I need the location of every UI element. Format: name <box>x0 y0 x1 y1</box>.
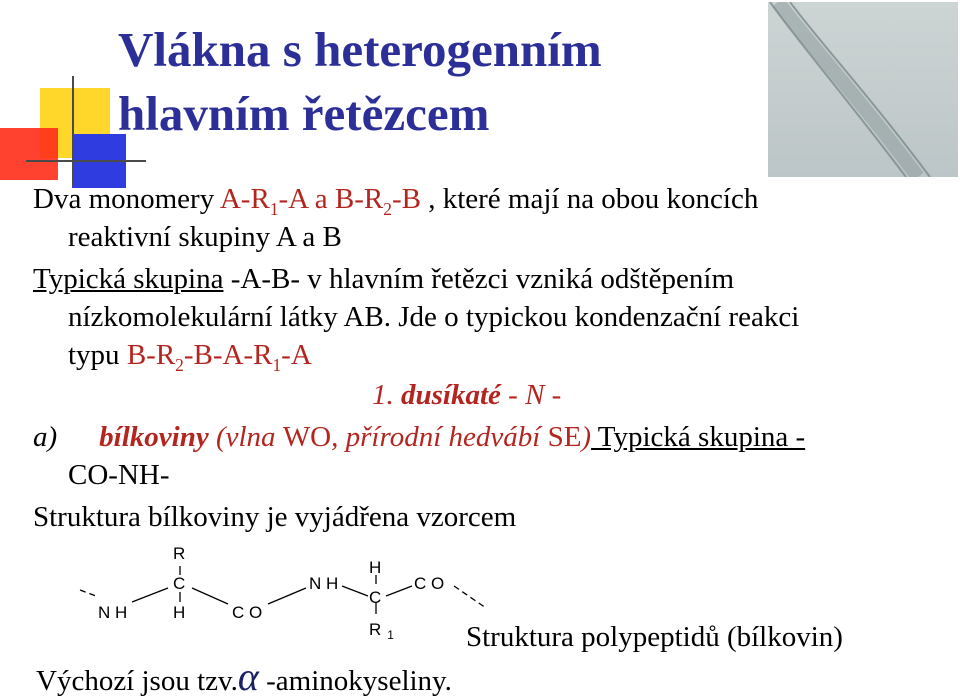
paragraph-group-line-3: typu $B-R_2-B-A-R_1-A$ <box>68 339 312 375</box>
section-heading-nitrogen: 1. dusíkaté - N - <box>372 379 562 411</box>
formula-c-left: C <box>173 574 186 593</box>
paragraph-group-line-1: Typická skupina -A-B- v hlavním řetězci vzniká odštěpením <box>33 263 735 295</box>
formula-nh-left: N H <box>98 603 128 622</box>
structure-sentence: Struktura bílkoviny je vyjádřena vzorcem <box>33 501 517 533</box>
typical-group-term: Typická skupina <box>33 263 224 295</box>
formula-h-right: H <box>369 558 382 577</box>
monomer-a: $A-R_1-A$ <box>219 183 308 219</box>
title-line-2: hlavním řetězcem <box>118 86 490 141</box>
monomer-b: $B-R_2-B$ <box>334 183 421 219</box>
alpha-symbol: α <box>237 654 259 699</box>
formula-c-right: C <box>369 588 382 607</box>
title-line-1: Vlákna s heterogenním <box>118 22 602 77</box>
formula-nh-middle: N H <box>309 574 339 593</box>
formula-r: R <box>173 544 186 563</box>
formula-r1: R $_1$ <box>369 620 394 643</box>
paragraph-monomers-line-2: reaktivní skupiny A a B <box>68 221 342 253</box>
formula-caption: Struktura polypeptidů (bílkovin) <box>466 621 843 653</box>
formula-co-right: C O <box>414 574 445 593</box>
reaction-type-formula: $B-R_2-B-A-R_1-A$ <box>126 339 312 375</box>
item-a-line-2: CO-NH- <box>68 459 170 491</box>
formula-co-middle: C O <box>232 603 263 622</box>
item-a-marker: a) <box>33 421 58 453</box>
formula-h-left: H <box>173 603 186 622</box>
item-a-line-1: a) bílkoviny (vlna WO, přírodní hedvábí SE) Typická skupina - <box>33 421 806 453</box>
paragraph-monomers-line-1: Dva monomery $A-R_1-A$ a $B-R_2-B$ , které mají na obou koncích <box>33 183 759 219</box>
typical-group-underlined: Typická skupina - <box>591 421 806 453</box>
paragraph-group-line-2: nízkomolekulární látky AB. Jde o typickou kondenzační reakci <box>68 301 800 333</box>
proteins-term: bílkoviny <box>99 421 209 453</box>
bottom-sentence: Výchozí jsou tzv.α -aminokyseliny. <box>36 654 452 699</box>
